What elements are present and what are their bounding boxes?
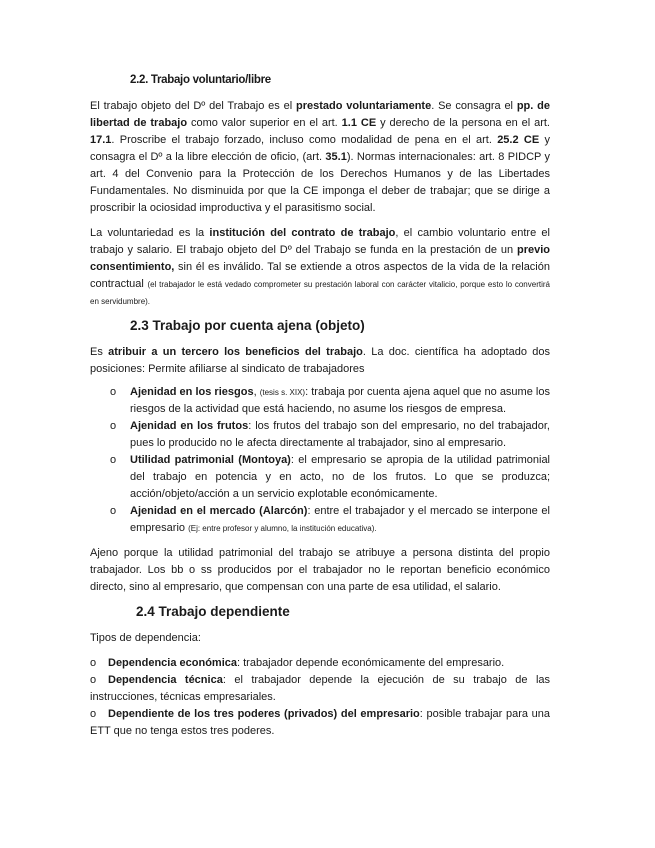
- list-item: o Utilidad patrimonial (Montoya): el empresario se apropia de la utilidad patrimonial del trabajo en potencia y en acto, no de los frutos. Lo que se produzca; acción/objeto/acción a un servicio explotable económicamente.: [110, 454, 551, 500]
- list-item: o Ajenidad en el mercado (Alarcón): entre el trabajador y el mercado se interpone el empresario (Ej: entre profesor y alumno, la institución educativa).: [110, 505, 550, 534]
- list-item: o Dependiente de los tres poderes (privados) del empresario: posible trabajar para una ETT que no tenga estos tres poderes.: [90, 708, 550, 737]
- section-heading-2-2: 2.2. Trabajo voluntario/libre: [130, 74, 271, 86]
- list-item: o Ajenidad en los frutos: los frutos del trabajo son del empresario, no del trabajador, pues lo producido no le afecta directamente al trabajador, sino al empresario.: [110, 420, 550, 449]
- bullet-marker: o: [110, 505, 117, 517]
- section-heading-2-4: 2.4 Trabajo dependiente: [136, 604, 290, 619]
- bullet-marker: o: [90, 674, 97, 686]
- paragraph-voluntario-1: El trabajo objeto del Dº del Trabajo es el prestado voluntariamente. Se consagra el pp. de libertad de trabajo como valor superior en el art. 1.1 CE y derecho de la persona en el art. 17.1. Proscribe el trabajo forzado, incluso como modalidad de pena en el art. 25.2 CE y consagra el Dº a la libre elección de oficio, (art. 35.1). Normas internacionales: art. 8 PIDCP y art. 4 del Convenio para la Protección de los Derechos Humanos y de las Libertades Fundamentales. No disminuida por que la CE imponga el deber de trabajar; que se dirige a proscribir la ociosidad improductiva y el parasitismo social.: [90, 100, 550, 214]
- ajenidad-list: [90, 384, 550, 537]
- list-item: o Dependencia técnica: el trabajador depende la ejecución de su trabajo de las instrucciones, técnicas empresariales.: [90, 674, 551, 703]
- list-item: o Ajenidad en los riesgos, (tesis s. XIX): trabaja por cuenta ajena aquel que no asume los riesgos de la actividad que está haciendo, no asume los riesgos de empresa.: [110, 386, 550, 415]
- list-item: o Dependencia económica: trabajador depende económicamente del empresario.: [90, 655, 550, 672]
- bullet-marker: o: [110, 386, 117, 398]
- section-heading-2-3: 2.3 Trabajo por cuenta ajena (objeto): [130, 318, 365, 333]
- paragraph-ajena-closing: Ajeno porque la utilidad patrimonial del trabajo se atribuye a persona distinta del propio trabajador. Los bb o ss producidos por el trabajador no le reportan beneficio económico directo, sino al empresario, que compensan con una parte de esa utilidad, el salario.: [90, 547, 550, 593]
- paragraph-ajena-intro: Es atribuir a un tercero los beneficios del trabajo. La doc. científica ha adoptado dos posiciones: Permite afiliarse al sindicato de trabajadores: [90, 346, 550, 375]
- paragraph-dependencia-intro: Tipos de dependencia:: [90, 632, 201, 644]
- document-content: [90, 70, 550, 740]
- paragraph-voluntario-2: La voluntariedad es la institución del contrato de trabajo, el cambio voluntario entre el trabajo y salario. El trabajo objeto del Dº del Trabajo se funda en la prestación de un previo consentimiento, sin él es inválido. Tal se extiende a otros aspectos de la vida de la relación contractual (el trabajador le está vedado comprometer su prestación laboral con carácter vitalicio, porque esto lo convertirá en servidumbre).: [90, 227, 550, 306]
- bullet-marker: o: [90, 708, 97, 720]
- bullet-marker: o: [90, 657, 97, 669]
- bullet-marker: o: [110, 420, 117, 432]
- dependencia-list: [90, 655, 550, 740]
- bullet-marker: o: [110, 454, 117, 466]
